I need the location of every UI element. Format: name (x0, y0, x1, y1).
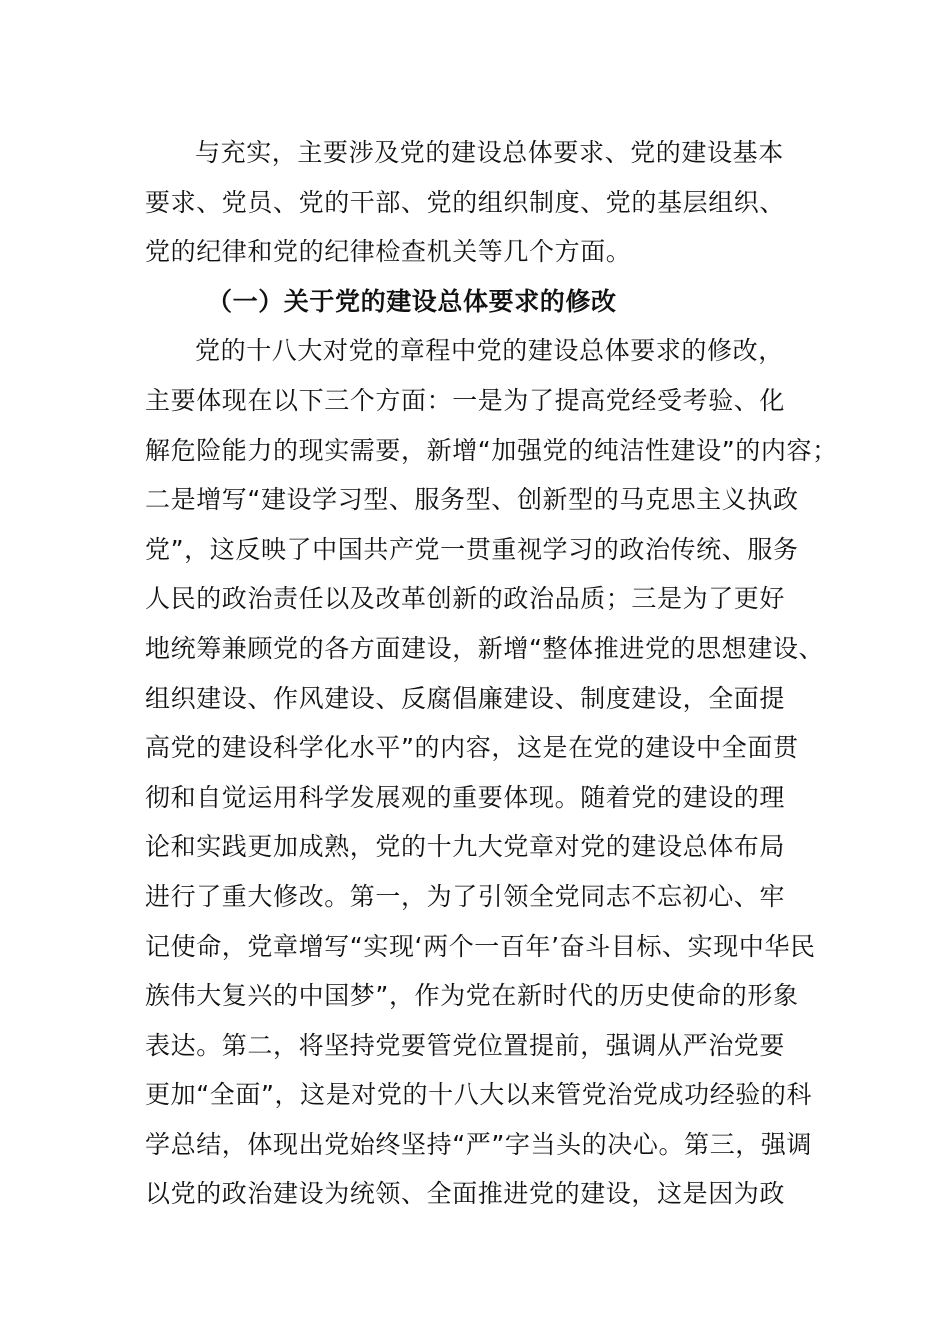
paragraph-line: 与充实，主要涉及党的建设总体要求、党的建设基本 (195, 138, 784, 167)
paragraph-line: 更加“全面”，这是对党的十八大以来管党治党成功经验的科 (145, 1080, 813, 1110)
paragraph-line: 党的纪律和党的纪律检查机关等几个方面。 (145, 237, 632, 267)
paragraph-line: 高党的建设科学化水平”的内容，这是在党的建设中全面贯 (145, 733, 799, 763)
paragraph-line: 党的十八大对党的章程中党的建设总体要求的修改， (195, 336, 784, 366)
section-heading: （一）关于党的建设总体要求的修改 (207, 286, 617, 316)
paragraph-line: 学总结，体现出党始终坚持“严”字当头的决心。第三，强调 (145, 1129, 813, 1159)
paragraph-line: 二是增写“建设学习型、服务型、创新型的马克思主义执政 (145, 485, 799, 515)
paragraph-line: 主要体现在以下三个方面：一是为了提高党经受考验、化 (145, 385, 786, 415)
paragraph-line: 以党的政治建设为统领、全面推进党的建设，这是因为政 (145, 1179, 786, 1209)
paragraph-line: 组织建设、作风建设、反腐倡廉建设、制度建设，全面提 (145, 683, 786, 713)
paragraph-line: 地统筹兼顾党的各方面建设，新增“整体推进党的思想建设、 (145, 633, 825, 663)
paragraph-line: 党”，这反映了中国共产党一贯重视学习的政治传统、服务 (145, 534, 799, 564)
paragraph-line: 彻和自觉运用科学发展观的重要体现。随着党的建设的理 (145, 782, 786, 812)
paragraph-line: 记使命，党章增写“实现‘两个一百年’奋斗目标、实现中华民 (145, 931, 816, 961)
paragraph-line: 表达。第二，将坚持党要管党位置提前，强调从严治党要 (145, 1030, 786, 1060)
document-body (145, 128, 838, 1219)
paragraph-line: 族伟大复兴的中国梦”，作为党在新时代的历史使命的形象 (145, 981, 799, 1011)
paragraph-line: 论和实践更加成熟，党的十九大党章对党的建设总体布局 (145, 832, 786, 862)
paragraph-line: 人民的政治责任以及改革创新的政治品质；三是为了更好 (145, 584, 786, 614)
paragraph-line: 进行了重大修改。第一，为了引领全党同志不忘初心、牢 (145, 881, 786, 911)
paragraph-line: 要求、党员、党的干部、党的组织制度、党的基层组织、 (145, 187, 786, 217)
paragraph-line: 解危险能力的现实需要，新增“加强党的纯洁性建设”的内容； (145, 435, 838, 465)
